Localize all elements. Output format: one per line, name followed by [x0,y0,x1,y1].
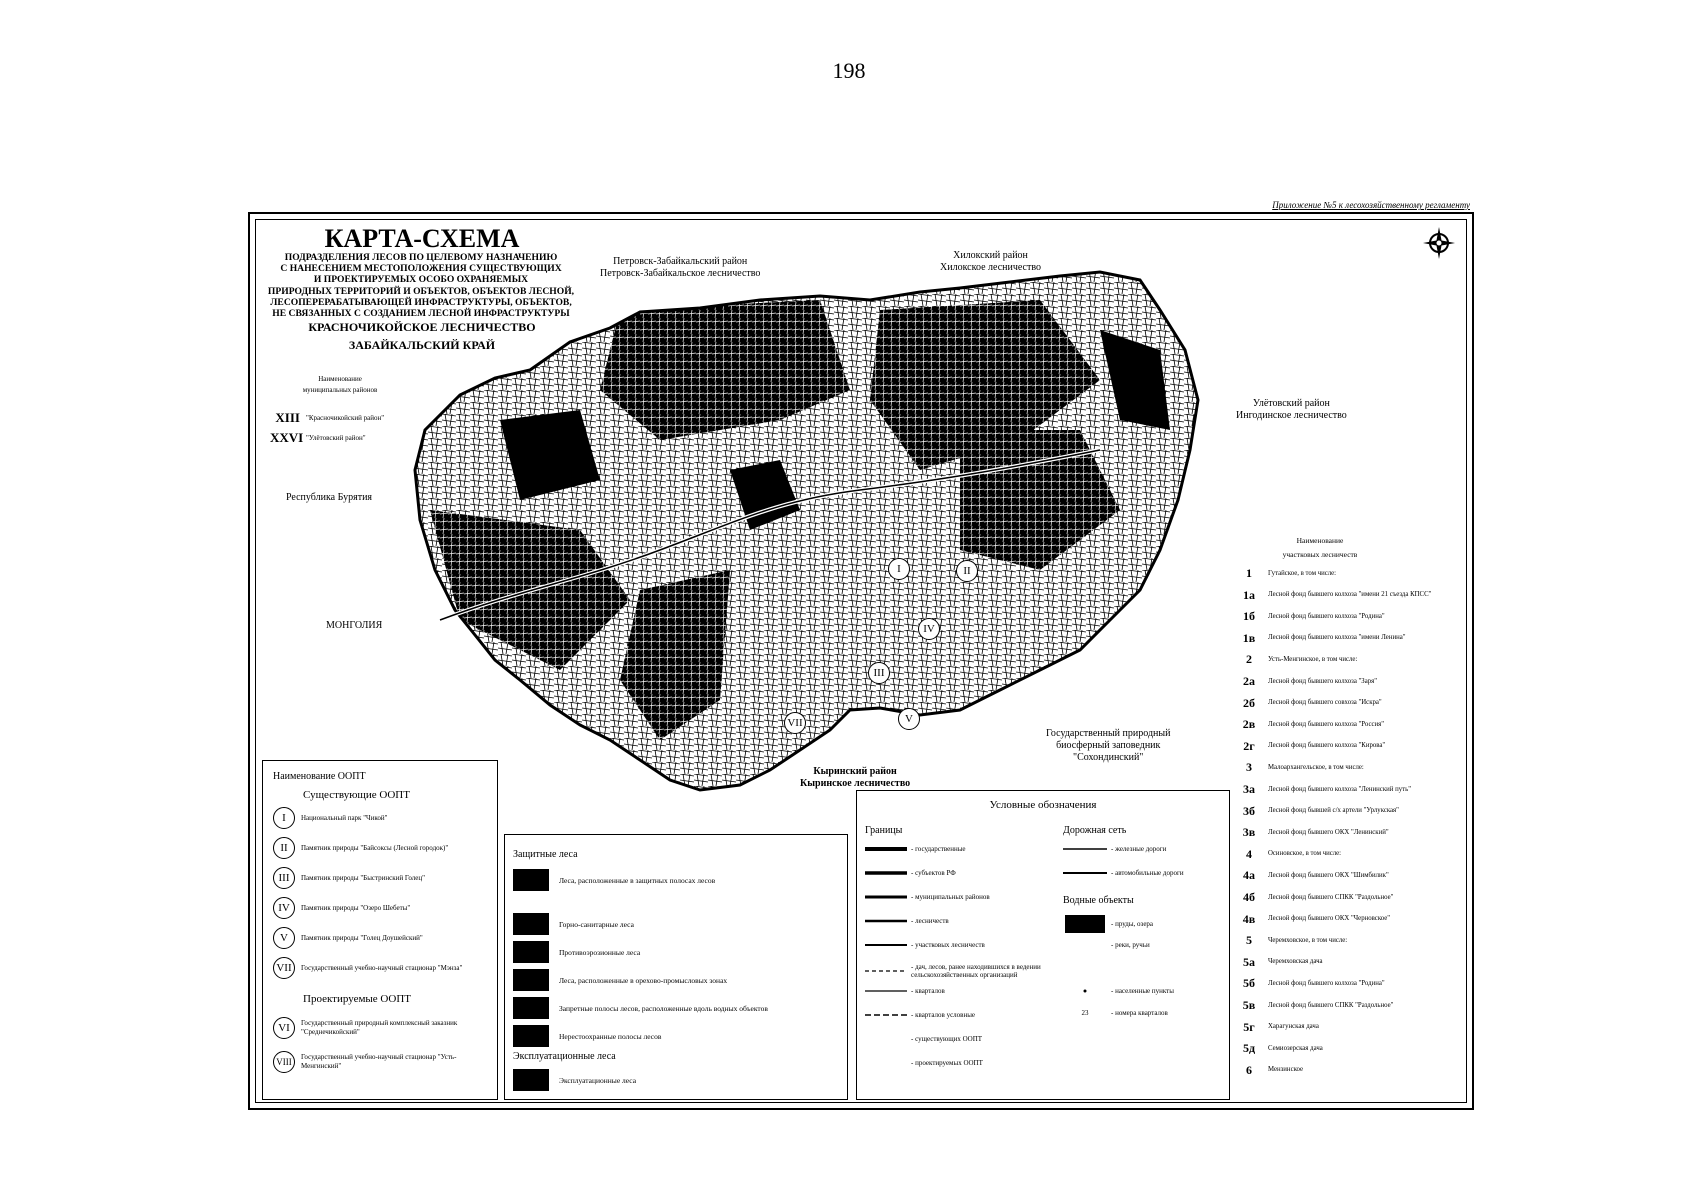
neighbor-forestry: Петровск-Забайкальское лесничество [600,268,761,279]
district-item [1236,804,1399,819]
district-border-symbol [865,941,907,949]
district-code: 2а [1243,674,1255,688]
projected-oopt-border-symbol [865,1059,907,1067]
forest-swatch [513,997,549,1019]
border-legend-label: - муниципальных районов [911,893,990,901]
road-legend-item [1063,869,1184,877]
district-name: Лесной фонд бывшего колхоза "Кирова" [1268,742,1386,750]
river-symbol [1063,941,1107,949]
map-marker: III [868,662,890,684]
border-legend-label: - дач, лесов, ранее находившихся в ведении сельскохозяйственных организаций [911,963,1041,979]
forest-type-item [513,869,715,891]
neighbor-district: Хилокский район [953,250,1028,261]
district-code: 1б [1243,609,1255,624]
oopt-number: V [273,927,295,949]
settlement-symbol [1063,987,1107,995]
forest-type-item [513,913,634,935]
subtitle-line: ПРИРОДНЫХ ТЕРРИТОРИЙ И ОБЪЕКТОВ, ОБЪЕКТОВ ЛЕСНОЙ, [267,285,575,297]
legend-heading: Условные обозначения [989,799,1097,811]
district-item [1236,631,1406,646]
subtitle-line: ЛЕСОПЕРЕРАБАТЫВАЮЩЕЙ ИНФРАСТРУКТУРЫ, ОБЪЕКТОВ, [270,296,572,308]
oopt-item [273,957,473,979]
district-item [1236,825,1389,840]
water-legend-label: - пруды, озера [1111,920,1154,928]
forest-type-label: Горно-санитарные леса [559,919,634,929]
district-name: Лесной фонд бывшего колхоза "имени 21 съезда КПСС" [1268,591,1432,599]
district-code: 4в [1242,911,1256,926]
district-name: Семиозерская дача [1268,1044,1323,1052]
district-name: Черемховское, в том числе: [1268,936,1348,944]
water-legend-item [1063,913,1153,935]
district-code: 2в [1242,717,1256,732]
district-code: 5 [1246,933,1252,948]
forest-type-item [513,941,640,963]
district-name: Лесной фонд бывшего колхоза "Ленинский путь" [1268,785,1411,793]
district-name: Лесной фонд бывшего колхоза "Россия" [1268,720,1385,728]
district-code: 3в [1242,825,1256,840]
neighbor-district: Улётовский район [1252,398,1330,409]
forest-type-label: Леса, расположенные в защитных полосах лесов [559,875,716,885]
oopt-item [273,837,473,859]
subtitle-line: С НАНЕСЕНИЕМ МЕСТОПОЛОЖЕНИЯ СУЩЕСТВУЮЩИХ [280,263,562,275]
district-code: 5б [1243,976,1255,991]
oopt-name: Памятник природы "Голец Доушейский" [301,933,423,942]
district-name: Лесной фонд бывшего ОКХ "Ленинский" [1268,828,1389,836]
districts-heading-line: участковых лесничеств [1282,550,1358,559]
municipal-number: XXVI [270,430,304,445]
district-code: 1а [1243,587,1255,602]
neighbor-mongolia: МОНГОЛИЯ [326,620,383,631]
border-legend-item [865,941,985,949]
oopt-item [273,1017,483,1039]
district-item [1236,652,1357,667]
map-title: КАРТА-СХЕМА [324,224,520,253]
municipal-number: XIII [275,410,300,425]
railway-symbol [1063,845,1107,853]
districts-heading-line: Наименование [1296,536,1344,545]
district-name: Осиновское, в том числе: [1268,850,1342,858]
municipal-border-symbol [865,893,907,901]
district-code: 5в [1242,998,1256,1012]
border-legend-item [865,1035,982,1043]
oopt-number: II [273,837,295,859]
district-name: Лесной фонд бывшего СПКК "Раздольное" [1268,893,1394,901]
border-legend-label: - кварталов [911,987,945,995]
district-name: Лесной фонд бывшего СПКК "Раздольное" [1268,1001,1394,1009]
map-marker: II [956,560,978,582]
district-name: Лесной фонд бывшего колхоза "Заря" [1268,677,1378,685]
appendix-note: Приложение №5 к лесохозяйственному регламенту [1272,200,1470,210]
forest-type-label: Противоэрозионные леса [559,947,641,957]
road-legend-label: - автомобильные дороги [1111,869,1184,877]
forest-type-item [513,1025,661,1047]
subject-border-symbol [865,869,907,877]
border-legend-item [865,987,945,995]
water-legend-label: - реки, ручьи [1111,941,1150,949]
map-marker: V [898,708,920,730]
protective-heading: Защитные леса [513,849,578,860]
conditional-quarter-border-symbol [865,1011,907,1019]
district-code: 5г [1243,1019,1255,1034]
municipal-name: "Красночикойский район" [306,414,385,422]
quarter-number-sample: 23 [1081,1009,1089,1017]
oopt-number: VIII [273,1051,295,1073]
borders-heading: Границы [865,825,903,836]
neighbor-uletov [1236,398,1347,422]
forest-swatch [513,969,549,991]
map-marker: I [888,558,910,580]
district-name: Гутайское, в том числе: [1268,569,1337,577]
oopt-projected-heading: Проектируемые ООПТ [303,993,411,1005]
road-legend-item [1063,845,1166,853]
municipal-item [270,430,366,446]
district-code: 3 [1246,760,1252,775]
district-item [1236,674,1377,689]
district-item [1236,998,1393,1013]
region-name: ЗАБАЙКАЛЬСКИЙ КРАЙ [348,338,496,352]
border-legend-label: - государственные [911,845,966,853]
district-name: Лесной фонд бывшего колхоза "имени Ленина" [1268,634,1406,642]
district-code: 4 [1246,846,1252,861]
forestry-name: КРАСНОЧИКОЙСКОЕ ЛЕСНИЧЕСТВО [308,320,536,334]
district-code: 3б [1243,803,1255,818]
map-marker: VII [784,712,806,734]
border-legend-item [865,1059,983,1067]
border-legend-item [865,893,990,901]
reserve-line: "Сохондинский" [1073,752,1144,763]
lake-symbol [1063,913,1107,935]
district-item [1236,760,1364,775]
oopt-name: Памятник природы "Быстринский Голец" [301,873,425,882]
page-number: 198 [832,58,866,83]
forestry-border-symbol [865,917,907,925]
district-item [1236,739,1385,754]
neighbor-buryatia: Республика Бурятия [286,492,373,503]
border-legend-label: - участковых лесничеств [911,941,985,949]
road-legend-label: - железные дороги [1111,845,1167,853]
district-item [1236,1063,1303,1078]
district-name: Усть-Менгинское, в том числе: [1268,655,1358,663]
water-legend-item [1063,941,1150,949]
forest-swatch [513,1025,549,1047]
quarter-border-symbol [865,987,907,995]
oopt-number: I [273,807,295,829]
oopt-name: Государственный природный комплексный заказник "Среднечикойский" [301,1019,458,1036]
border-legend-label: - кварталов условные [911,1011,976,1019]
border-legend-label: - субъектов РФ [911,869,956,877]
border-legend-label: - проектируемых ООПТ [911,1059,983,1067]
subtitle-line: НЕ СВЯЗАННЫХ С СОЗДАНИЕМ ЛЕСНОЙ ИНФРАСТРУКТУРЫ [272,308,570,320]
oopt-item [273,867,425,889]
forest-type-label: Эксплуатационные леса [559,1075,637,1085]
dacha-border-symbol [865,967,907,975]
district-item [1236,588,1431,603]
border-legend-label: - существующих ООПТ [911,1035,983,1043]
oopt-name: Памятник природы "Байсоксы (Лесной городок)" [301,843,449,852]
district-name: Мензинское [1268,1066,1304,1074]
water-heading: Водные объекты [1063,895,1134,906]
oopt-number: VI [273,1017,295,1039]
district-code: 6 [1246,1062,1252,1077]
forest-type-item [513,997,768,1019]
neighbor-forestry: Кыринское лесничество [800,778,911,789]
border-legend-label: - лесничеств [911,917,949,925]
existing-oopt-border-symbol [865,1035,907,1043]
municipal-item [270,410,384,426]
neighbor-district: Петровск-Забайкальский район [613,256,748,267]
district-item [1236,1041,1323,1056]
oopt-number: III [273,867,295,889]
forest-type-label: Запретные полосы лесов, расположенные вдоль водных объектов [559,1003,768,1013]
district-item [1236,912,1390,927]
highway-symbol [1063,869,1107,877]
district-code: 1 [1246,566,1252,580]
district-item [1236,1020,1319,1035]
district-code: 5д [1242,1041,1256,1056]
oopt-number: IV [273,897,295,919]
forestry-map [400,270,1200,830]
symbols-legend [856,790,1230,1100]
district-item [1236,609,1385,624]
district-item [1236,847,1341,862]
reserve-line: Государственный природный [1046,728,1171,739]
forest-swatch [513,869,549,891]
district-name: Лесной фонд бывшего колхоза "Родина" [1268,612,1385,620]
border-legend-item [865,869,956,877]
district-code: 1в [1242,630,1256,645]
oopt-name: Государственный учебно-научный стационар "Мэнза" [301,963,463,972]
district-name: Лесной фонд бывшего совхоза "Искра" [1268,699,1382,707]
district-item [1236,566,1336,581]
settlement-legend-label: - населенные пункты [1111,987,1174,995]
roads-heading: Дорожная сеть [1063,825,1127,836]
municipal-name: "Улётовский район" [306,434,366,442]
quarter-number-legend-label: - номера кварталов [1111,1009,1168,1017]
oopt-item [273,927,423,949]
district-item [1236,890,1393,905]
forest-type-label: Леса, расположенные в орехово-промысловых зонах [559,975,728,985]
oopt-item [273,1051,483,1073]
forest-type-label: Нерестоохранные полосы лесов [559,1031,662,1041]
municipal-heading-line: Наименование [318,375,362,383]
exploitation-heading: Эксплуатационные леса [513,1051,616,1062]
state-border-symbol [865,845,907,853]
border-legend-item [865,917,949,925]
settlement-legend-item [1063,987,1174,995]
oopt-name: Памятник природы "Озеро Шебеты" [301,903,411,912]
subtitle-line: И ПРОЕКТИРУЕМЫХ ОСОБО ОХРАНЯЕМЫХ [313,274,529,286]
district-item [1236,717,1384,732]
district-item [1236,868,1389,883]
district-item [1236,976,1385,991]
district-code: 3а [1243,782,1255,796]
compass-rose-icon [1422,226,1456,260]
oopt-existing-heading: Существующие ООПТ [303,789,410,801]
quarter-number-legend-item [1063,1009,1168,1017]
oopt-number: VII [273,957,295,979]
border-legend-item [865,1011,975,1019]
forest-type-item [513,1069,636,1091]
district-code: 2б [1243,695,1255,710]
border-legend-item [865,845,966,853]
forest-swatch [513,1069,549,1091]
district-name: Харагунская дача [1268,1023,1319,1031]
oopt-heading: Наименование ООПТ [273,771,366,782]
oopt-name: Национальный парк "Чикой" [301,813,388,822]
subtitle-line: ПОДРАЗДЕЛЕНИЯ ЛЕСОВ ПО ЦЕЛЕВОМУ НАЗНАЧЕНИЮ [284,252,558,263]
oopt-item [273,807,388,829]
district-name: Малоархангельское, в том числе: [1268,763,1364,771]
neighbor-district: Кыринский район [813,766,897,777]
district-code: 2 [1246,652,1252,667]
reserve-line: биосферный заповедник [1056,740,1161,751]
district-name: Черемховская дача [1268,958,1323,966]
district-item [1236,933,1347,948]
oopt-name: Государственный учебно-научный стационар "Усть-Менгинский" [301,1053,457,1070]
district-name: Лесной фонд бывшего ОКХ "Шимбилик" [1268,871,1389,879]
district-item [1236,782,1411,797]
district-name: Лесной фонд бывшей с/х артели "Урлукская" [1268,807,1399,815]
district-item [1236,955,1323,970]
forest-type-item [513,969,727,991]
forest-swatch [513,941,549,963]
municipal-heading-line: муниципальных районов [302,386,378,394]
oopt-legend [262,760,498,1100]
district-name: Лесной фонд бывшего колхоза "Родина" [1268,979,1385,987]
forest-swatch [513,913,549,935]
district-name: Лесной фонд бывшего ОКХ "Черновское" [1268,915,1391,923]
oopt-item [273,897,410,919]
district-code: 2г [1243,738,1255,753]
forest-types-legend [504,834,848,1100]
district-code: 4а [1243,868,1255,883]
district-item [1236,696,1382,711]
border-legend-item [865,963,1085,979]
map-marker: IV [918,618,940,640]
neighbor-forestry: Хилокское лесничество [940,262,1042,273]
district-code: 4б [1243,890,1255,904]
municipal-heading [270,374,410,396]
neighbor-forestry: Ингодинское лесничество [1236,410,1347,421]
districts-heading [1240,534,1400,562]
district-code: 5а [1243,954,1255,969]
